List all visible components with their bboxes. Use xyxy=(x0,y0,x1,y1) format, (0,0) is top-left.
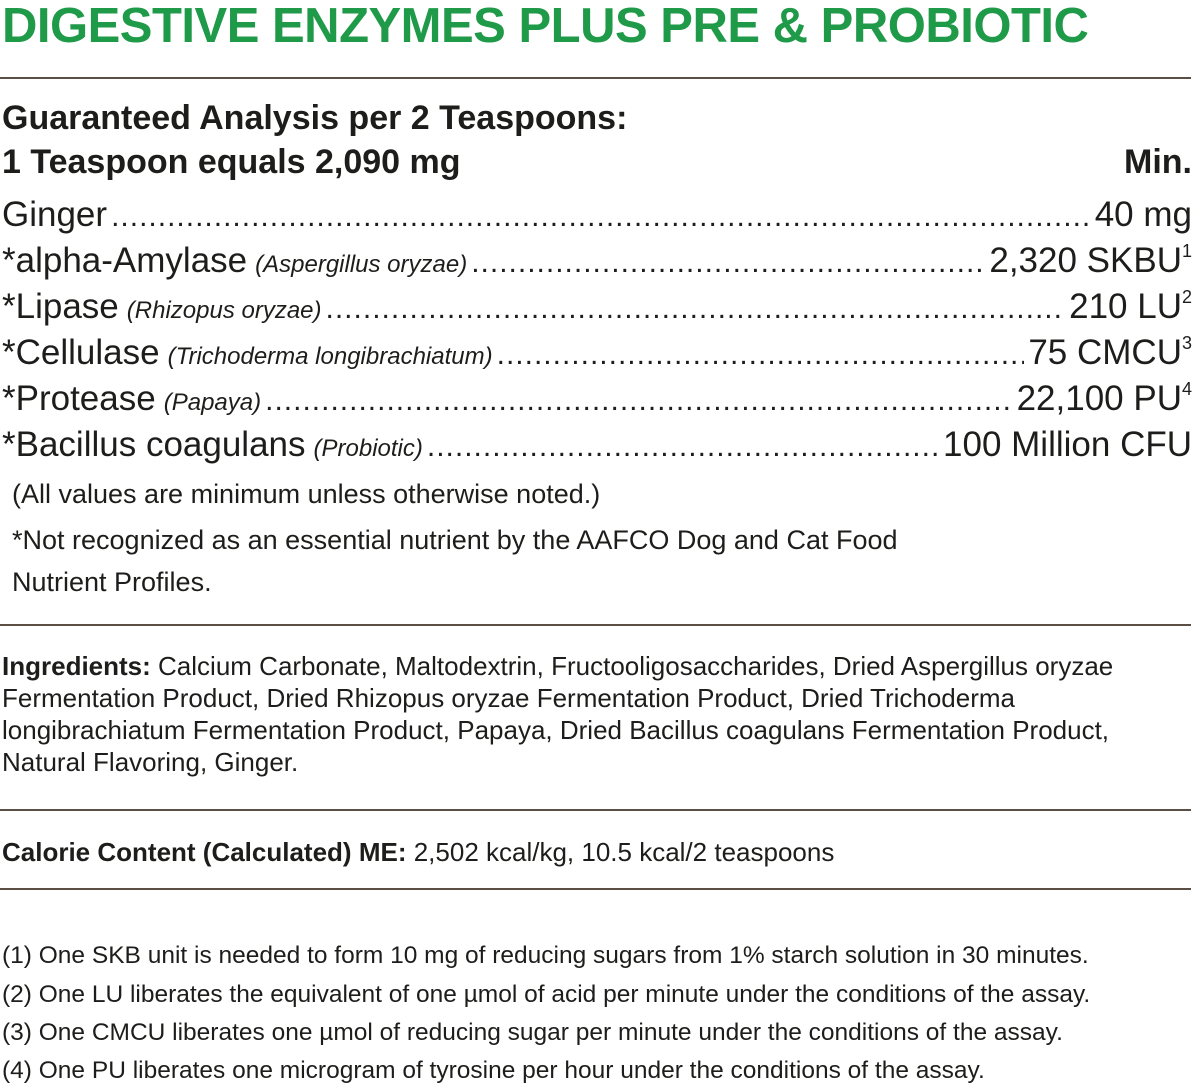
divider xyxy=(0,809,1191,811)
product-title: DIGESTIVE ENZYMES PLUS PRE & PROBIOTIC xyxy=(2,0,1089,53)
nutrient-name: *Bacillus coagulans xyxy=(2,425,306,464)
nutrient-source: (Rhizopus oryzae) xyxy=(126,297,322,324)
teaspoon-equivalence: 1 Teaspoon equals 2,090 mg xyxy=(2,143,461,181)
aafco-note-line1: *Not recognized as an essential nutrient by the AAFCO Dog and Cat Food xyxy=(12,525,898,555)
analysis-row-amylase xyxy=(2,241,1192,285)
nutrient-value: 100 Million CFU xyxy=(943,425,1192,464)
nutrient-name: *Lipase xyxy=(2,287,119,326)
nutrient-name: *alpha-Amylase xyxy=(2,241,248,280)
nutrient-source: (Papaya) xyxy=(163,389,262,416)
ingredients-label: Ingredients: xyxy=(2,651,151,681)
nutrient-source: (Aspergillus oryzae) xyxy=(255,251,468,278)
min-column-label: Min. xyxy=(1124,143,1192,181)
nutrient-source: (Trichoderma longibrachiatum) xyxy=(167,343,493,370)
ingredients-section xyxy=(2,650,1194,778)
divider xyxy=(0,888,1191,890)
analysis-row-lipase xyxy=(2,287,1192,331)
footnote-4: (4) One PU liberates one microgram of tyrosine per hour under the conditions of the assay. xyxy=(2,1057,985,1084)
dot-leader xyxy=(497,338,1025,372)
nutrient-name: *Protease xyxy=(2,379,156,418)
analysis-row-cellulase xyxy=(2,333,1192,377)
footnote-ref: 4 xyxy=(1181,379,1192,399)
footnote-3: (3) One CMCU liberates one µmol of reducing sugar per minute under the conditions of the assay. xyxy=(2,1019,1063,1046)
footnote-ref: 1 xyxy=(1181,241,1192,261)
dot-leader xyxy=(265,384,1012,418)
nutrient-value: 210 $LU^2$ xyxy=(1069,287,1192,326)
nutrient-value: 2,320 SKBU$^1$ xyxy=(989,241,1192,280)
ingredients-text: Calcium Carbonate, Maltodextrin, Fructooligosaccharides, Dried Aspergillus oryzae Fermentation Product, Dried Rhizopus oryzae Fermentation Product, Dried Trichoderma longibrachiatum Fermentation Product, Papaya, Dried Bacillus coagulans Fermentation Product, Natural Flavoring, Ginger. xyxy=(2,651,1114,777)
footnote-1: (1) One SKB unit is needed to form 10 mg of reducing sugars from 1% starch solution in 30 minutes. xyxy=(2,942,1089,969)
analysis-row-ginger xyxy=(2,195,1192,239)
divider xyxy=(0,77,1191,79)
aafco-note-line2: Nutrient Profiles. xyxy=(12,567,212,597)
nutrient-name: Ginger xyxy=(2,195,108,234)
nutrient-source: (Probiotic) xyxy=(313,435,423,462)
nutrient-value: 40 mg xyxy=(1094,195,1192,234)
analysis-row-bacillus xyxy=(2,425,1192,469)
calorie-text: 2,502 kcal/kg, 10.5 kcal/2 teaspoons xyxy=(413,837,835,867)
analysis-row-protease xyxy=(2,379,1192,423)
analysis-heading-line2 xyxy=(2,143,1192,182)
minimum-values-note: (All values are minimum unless otherwise noted.) xyxy=(12,479,601,509)
nutrient-value: 75 CMCU$^3$ xyxy=(1028,333,1192,372)
footnote-ref: 2 xyxy=(1181,287,1192,307)
calorie-section xyxy=(2,837,834,868)
dot-leader xyxy=(471,246,985,280)
nutrient-name: *Cellulase xyxy=(2,333,160,372)
calorie-label: Calorie Content (Calculated) ME: xyxy=(2,837,407,867)
divider xyxy=(0,624,1191,626)
footnote-ref: 3 xyxy=(1181,333,1192,353)
analysis-heading-line1: Guaranteed Analysis per 2 Teaspoons: xyxy=(2,99,628,137)
dot-leader xyxy=(111,200,1091,234)
dot-leader xyxy=(326,292,1066,326)
footnote-2: (2) One LU liberates the equivalent of one µmol of acid per minute under the conditions of the assay. xyxy=(2,981,1091,1008)
dot-leader xyxy=(427,430,939,464)
nutrient-value: 22,100 $PU^4$ xyxy=(1016,379,1192,418)
